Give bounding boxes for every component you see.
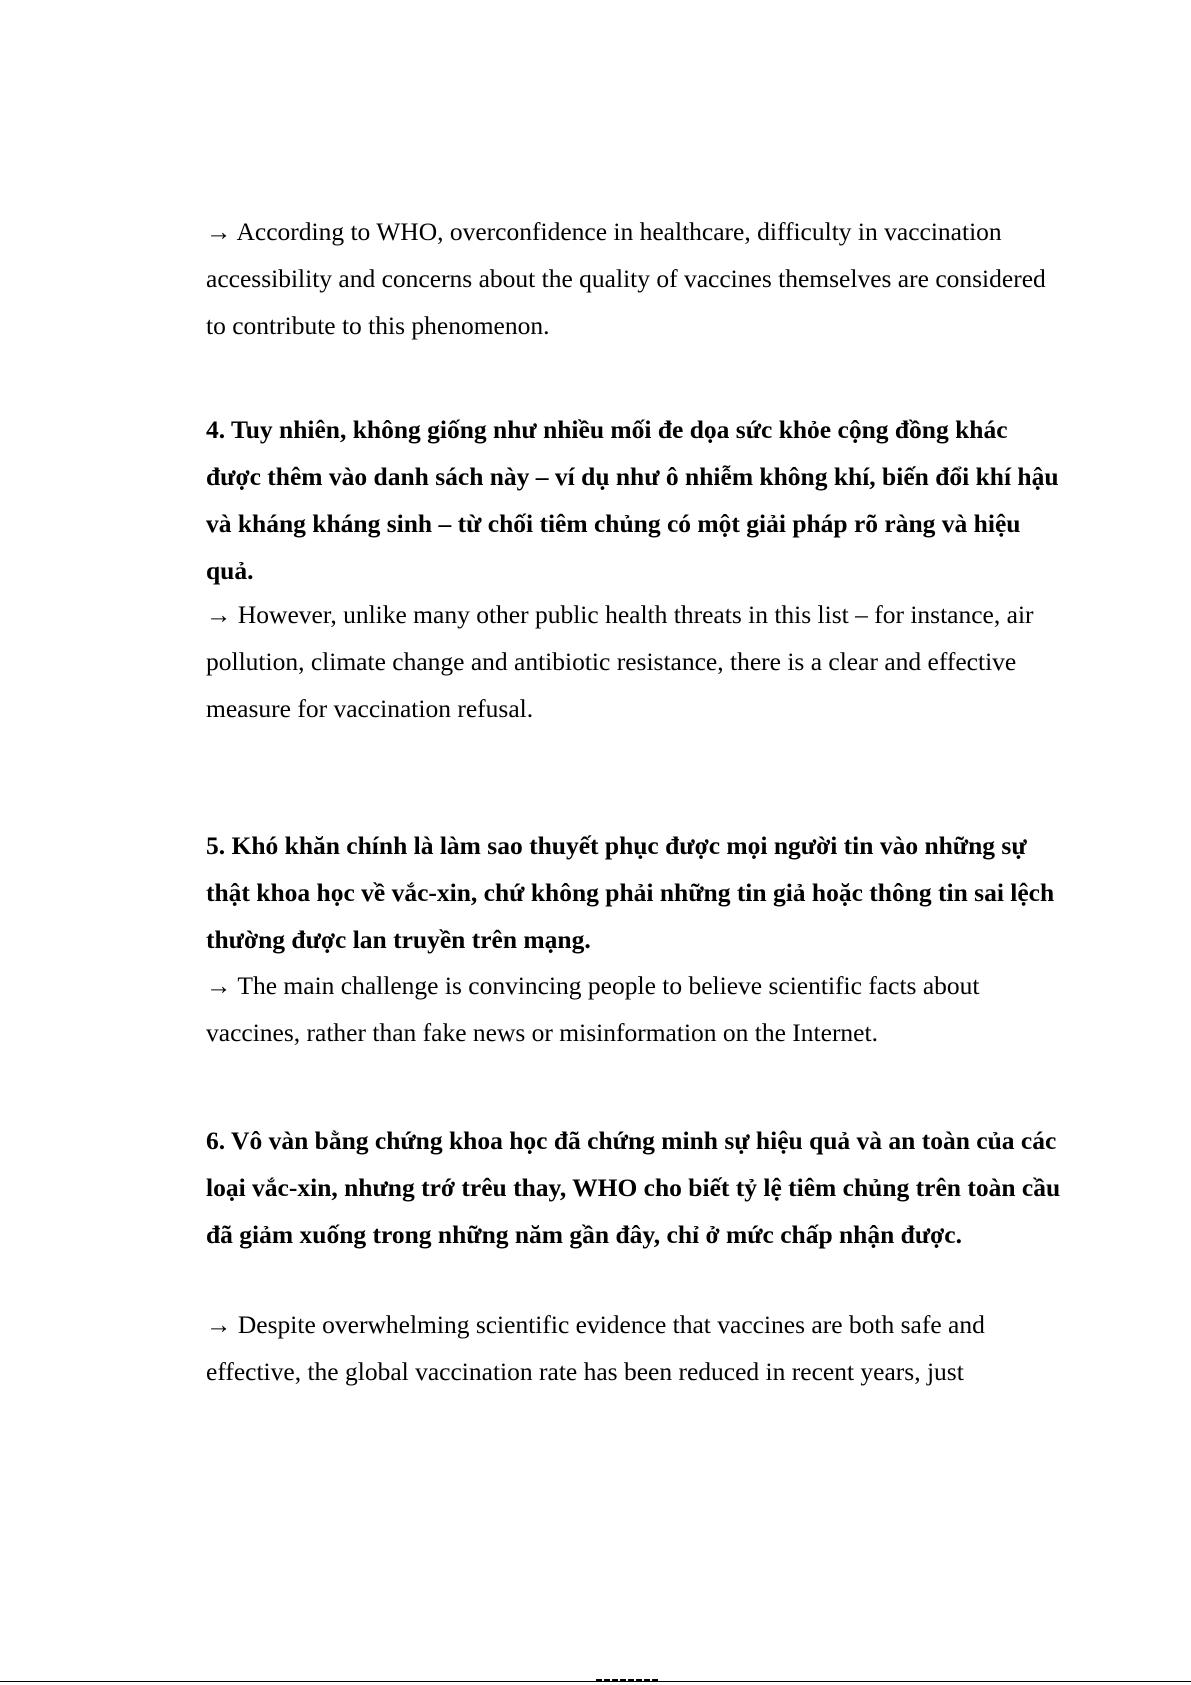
paragraph-en-6: → Despite overwhelming scientific evidence that vaccines are both safe and effective, the global vaccination rate has been reduced in recent years, just [206, 1310, 985, 1386]
page-bottom-mark [596, 1679, 660, 1681]
paragraph-en-3: → According to WHO, overconfidence in healthcare, difficulty in vaccination accessibility and concerns about the quality of vaccines themselves are considered to contribute to this phenomenon. [206, 217, 1046, 340]
page-bottom-rule [0, 1681, 1191, 1682]
paragraph-vi-5: 5. Khó khăn chính là làm sao thuyết phục được mọi người tin vào những sự thật khoa học về vắc-xin, chứ không phải những tin giả hoặc thông tin sai lệch thường được lan truyền trên mạng. [206, 831, 1055, 954]
paragraph-en-4: → However, unlike many other public health threats in this list – for instance, air pollution, climate change and antibiotic resistance, there is a clear and effective measure for vaccination refusal. [206, 600, 1034, 723]
paragraph-en-5: → The main challenge is convincing people to believe scientific facts about vaccines, rather than fake news or misinformation on the Internet. [206, 971, 980, 1047]
paragraph-vi-6: 6. Vô vàn bằng chứng khoa học đã chứng minh sự hiệu quả và an toàn của các loại vắc-xin, nhưng trớ trêu thay, WHO cho biết tỷ lệ tiêm chủng trên toàn cầu đã giảm xuống trong những năm gần đây, chỉ ở mức chấp nhận được. [206, 1126, 1061, 1249]
paragraph-vi-4: 4. Tuy nhiên, không giống như nhiều mối đe dọa sức khỏe cộng đồng khác được thêm vào danh sách này – ví dụ như ô nhiễm không khí, biến đổi khí hậu và kháng kháng sinh – từ chối tiêm chủng có một giải pháp rõ ràng và hiệu quả. [206, 415, 1059, 585]
